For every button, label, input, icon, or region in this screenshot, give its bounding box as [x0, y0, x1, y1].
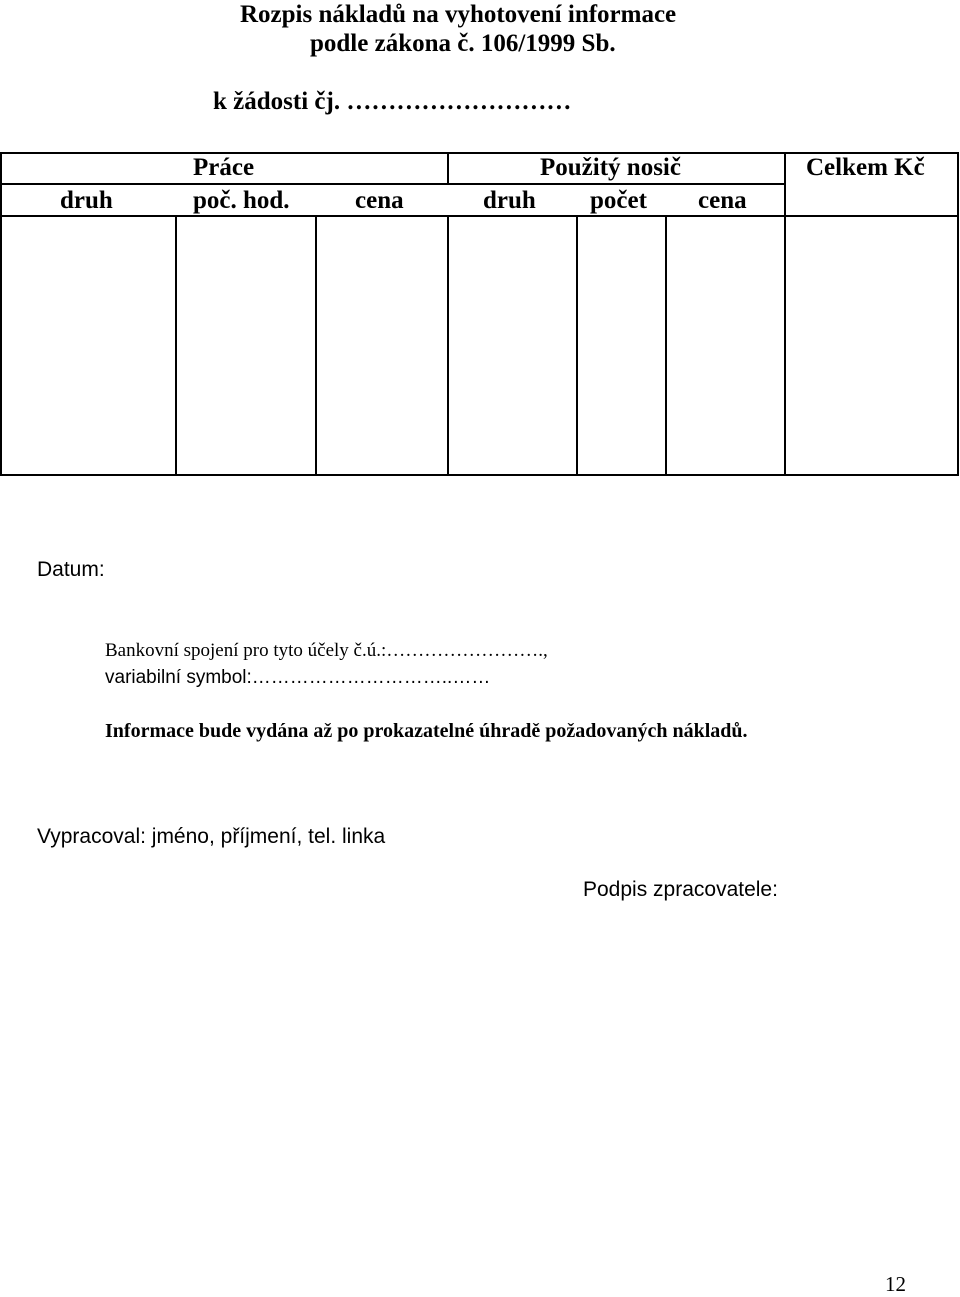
column-header-cena-nosic: cena — [698, 187, 747, 214]
table-body-top-border — [0, 215, 959, 217]
column-divider-4 — [576, 215, 578, 476]
column-header-druh-nosic: druh — [483, 187, 536, 214]
table-bottom-border — [0, 474, 959, 476]
group-divider-prace-nosic — [447, 152, 449, 184]
column-header-druh-prace: druh — [60, 187, 113, 214]
group-header-nosic: Použitý nosič — [540, 154, 681, 181]
table-top-border — [0, 152, 959, 154]
group-header-celkem: Celkem Kč — [806, 154, 925, 181]
column-header-pocet: počet — [590, 187, 647, 214]
table-right-border — [957, 152, 959, 476]
group-header-prace: Práce — [193, 154, 255, 181]
document-title-line2: podle zákona č. 106/1999 Sb. — [310, 30, 616, 57]
column-divider-3 — [447, 215, 449, 476]
request-reference: k žádosti čj. ……………………… — [213, 88, 572, 115]
column-divider-2 — [315, 215, 317, 476]
document-title-line1: Rozpis nákladů na vyhotovení informace — [240, 1, 677, 28]
column-header-poc-hod: poč. hod. — [193, 187, 290, 214]
page-number: 12 — [885, 1272, 906, 1296]
column-divider-5 — [665, 215, 667, 476]
table-header-divider — [0, 183, 784, 185]
prepared-by-line: Vypracoval: jméno, příjmení, tel. linka — [37, 825, 386, 848]
payment-notice: Informace bude vydána až po prokazatelné úhradě požadovaných nákladů. — [105, 720, 748, 742]
signature-label: Podpis zpracovatele: — [583, 878, 778, 901]
column-header-cena-prace: cena — [355, 187, 404, 214]
variable-symbol-line: variabilní symbol:…………………………..…… — [105, 667, 491, 688]
date-label: Datum: — [37, 558, 105, 581]
column-divider-1 — [175, 215, 177, 476]
table-left-border — [0, 152, 2, 476]
bank-account-line: Bankovní spojení pro tyto účely č.ú.:……………………., — [105, 640, 548, 661]
group-divider-celkem — [784, 152, 786, 476]
